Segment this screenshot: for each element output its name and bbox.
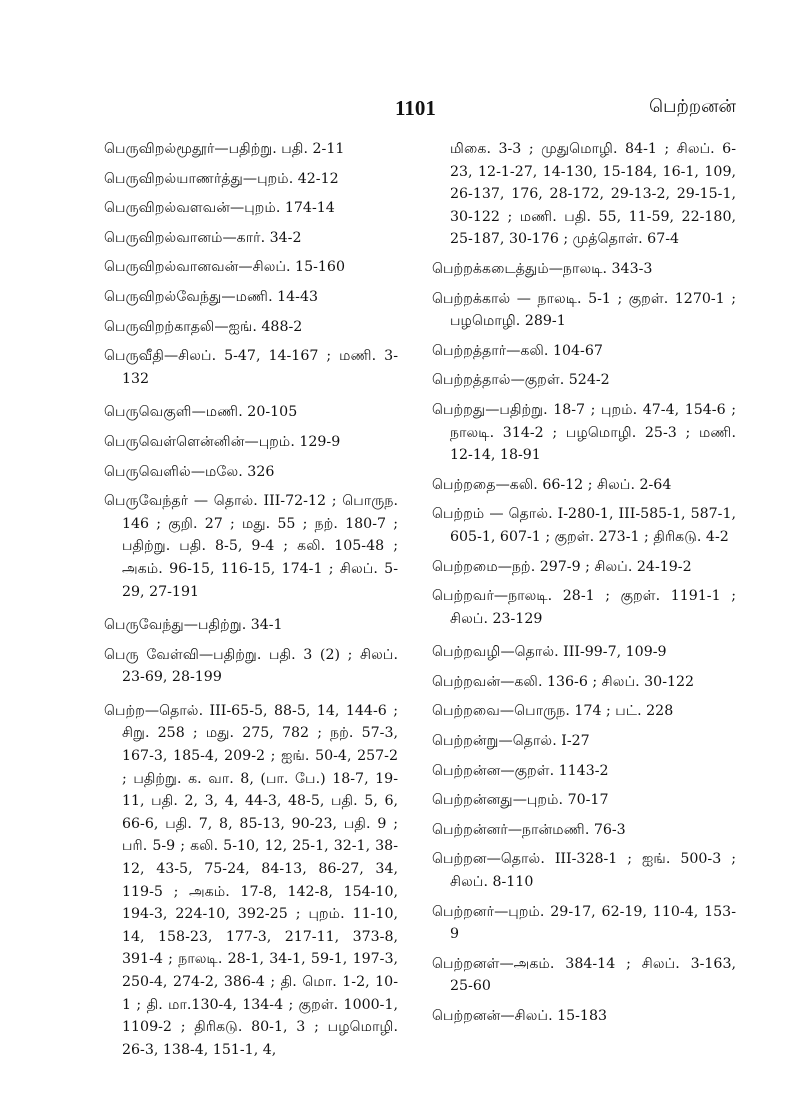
- index-entry: பெற்றக்கால் — நாலடி. 5-1 ; குறள். 1270-1 ; பழமொழி. 289-1: [432, 290, 736, 330]
- index-entry: பெற்றக்கடைத்தும்—நாலடி. 343-3: [432, 260, 653, 277]
- index-entry: பெற்றத்தார்—கலி. 104-67: [432, 342, 603, 359]
- index-entry: பெரு வேள்வி—பதிற்று. பதி. 3 (2) ; சிலப். 23-69, 28-199: [104, 646, 398, 686]
- index-entry-continued: மிகை. 3-3 ; முதுமொழி. 84-1 ; சிலப். 6-23, 12-1-27, 14-130, 15-184, 16-1, 109, 26-137, 176, 28-172, 29-13-2, 29-15-1, 30-122 ; மணி. பதி. 55, 11-59, 22-180, 25-187, 30-176 ; முத்தொள். 67-4: [450, 141, 736, 248]
- index-entry: பெருவிறல்வானவன்—சிலப். 15-160: [104, 259, 345, 276]
- index-entry: பெருவிறல்மூதூர்—பதிற்று. பதி. 2-11: [104, 141, 345, 157]
- index-entry: பெருவேந்து—பதிற்று. 34-1: [104, 617, 283, 634]
- running-head: பெற்றனன்: [649, 96, 736, 117]
- index-entry: பெற்றனன்—சிலப். 15-183: [432, 1008, 608, 1024]
- index-entry: பெற்றவன்—கலி. 136-6 ; சிலப். 30-122: [432, 673, 695, 690]
- index-entry: பெற்றன்னர்—நான்மணி. 76-3: [432, 821, 626, 838]
- page-number: 1101: [395, 96, 436, 120]
- index-entry: பெற்றன—தொல். III-328-1 ; ஐங். 500-3 ; சிலப். 8-110: [432, 851, 736, 891]
- index-entry: பெற்றனள்—அகம். 384-14 ; சிலப். 3-163, 25-60: [432, 955, 736, 995]
- index-entry: பெருவிறல்வானம்—கார். 34-2: [104, 229, 302, 246]
- index-entry: பெருவிறற்காதலி—ஐங். 488-2: [104, 318, 303, 335]
- index-entry: பெற்றது—பதிற்று. 18-7 ; புறம். 47-4, 154-6 ; நாலடி. 314-2 ; பழமொழி. 25-3 ; மணி. 12-14, 18-91: [432, 401, 736, 464]
- index-entry: பெற்றத்தால்—குறள். 524-2: [432, 372, 610, 389]
- index-entry: பெருவிறல்வளவன்—புறம். 174-14: [104, 200, 335, 217]
- index-entry: பெருவிறல்வேந்து—மணி. 14-43: [104, 288, 319, 305]
- index-entry: பெற்றன்று—தொல். I-27: [432, 733, 590, 750]
- index-entry: பெருவிறல்யாணர்த்து—புறம். 42-12: [104, 170, 339, 187]
- index-entry: பெற்றனர்—புறம். 29-17, 62-19, 110-4, 153-9: [432, 903, 736, 943]
- index-entry: பெருவேந்தர் — தொல். III-72-12 ; பொருந. 146 ; குறி. 27 ; மது. 55 ; நற். 180-7 ; பதிற்று. பதி. 8-5, 9-4 ; கலி. 105-48 ; அகம். 96-15, 116-15, 174-1 ; சிலப். 5-29, 27-191: [104, 493, 398, 600]
- index-entry: பெற்றன்னது—புறம். 70-17: [432, 792, 609, 809]
- index-entry: பெருவீதி—சிலப். 5-47, 14-167 ; மணி. 3-132: [104, 348, 398, 387]
- right-column: [432, 138, 736, 1035]
- index-entry: பெற்றன்ன—குறள். 1143-2: [432, 762, 609, 779]
- index-entry: பெற்றமை—நற். 297-9 ; சிலப். 24-19-2: [432, 558, 692, 575]
- index-entry: பெற்றதை—கலி. 66-12 ; சிலப். 2-64: [432, 476, 672, 493]
- index-entry: பெற்றம் — தொல். I-280-1, III-585-1, 587-1, 605-1, 607-1 ; குறள். 273-1 ; திரிகடு. 4-2: [432, 506, 736, 545]
- index-entry: பெருவெள்ளென்னின்—புறம். 129-9: [104, 433, 341, 450]
- page-header: [0, 92, 800, 132]
- index-entry: பெருவெகுளி—மணி. 20-105: [104, 404, 298, 421]
- index-entry: பெருவெளில்—மலே. 326: [104, 463, 275, 480]
- index-entry: பெற்ற—தொல். III-65-5, 88-5, 14, 144-6 ; சிறு. 258 ; மது. 275, 782 ; நற். 57-3, 167-3, 185-4, 209-2 ; ஐங். 50-4, 257-2 ; பதிற்று. க. வா. 8, (பா. பே.) 18-7, 19-11, பதி. 2, 3, 4, 44-3, 48-5, பதி. 5, 6, 66-6, பதி. 7, 8, 85-13, 90-23, பதி. 9 ; பரி. 5-9 ; கலி. 5-10, 12, 25-1, 32-1, 38-12, 43-5, 75-24, 84-13, 86-27, 34, 119-5 ; அகம். 17-8, 142-8, 154-10, 194-3, 224-10, 392-25 ; புறம். 11-10, 14, 158-23, 177-3, 217-11, 373-8, 391-4 ; நாலடி. 28-1, 34-1, 59-1, 197-3, 250-4, 274-2, 386-4 ; தி. மொ. 1-2, 10-1 ; தி. மா.130-4, 134-4 ; குறள். 1000-1, 1109-2 ; திரிகடு. 80-1, 3 ; பழமொழி. 26-3, 138-4, 151-1, 4,: [104, 702, 398, 1058]
- index-entry: பெற்றவர்—நாலடி. 28-1 ; குறள். 1191-1 ; சிலப். 23-129: [432, 588, 736, 627]
- left-column: [104, 138, 398, 1068]
- index-entry: பெற்றவழி—தொல். III-99-7, 109-9: [432, 644, 667, 661]
- index-entry: பெற்றவை—பொருந. 174 ; பட். 228: [432, 703, 674, 720]
